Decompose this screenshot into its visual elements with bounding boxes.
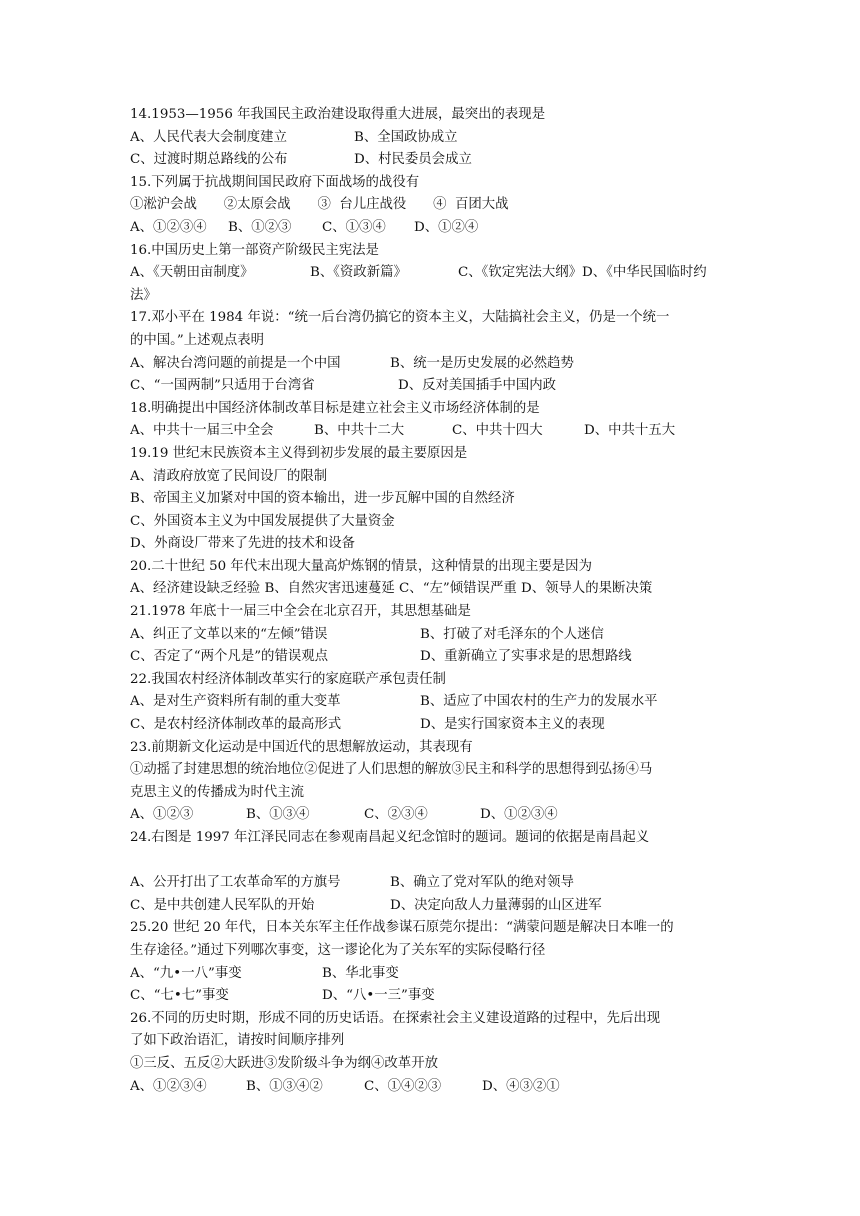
option-c: C、是农村经济体制改革的最高形式 [130, 717, 342, 733]
question-23-items: ①动摇了封建思想的统治地位②促进了人们思想的解放③民主和科学的思想得到弘扬④马 [130, 762, 653, 778]
question-21-options-row-1 [130, 624, 730, 647]
option-a: A、解决台湾问题的前提是一个中国 [130, 355, 341, 371]
option-d: D、①②④ [414, 219, 479, 235]
option-d: D、是实行国家资本主义的表现 [420, 717, 605, 733]
question-24-stem: 24.右图是 1997 年江泽民同志在参观南昌起义纪念馆时的题词。题词的依据是南昌起义 [130, 830, 650, 845]
question-20-options: A、经济建设缺乏经验 B、自然灾害迅速蔓延 C、“左”倾错误严重 D、领导人的果断决策 [130, 581, 653, 597]
question-24-options-row-2 [130, 895, 730, 918]
question-15-items: ①淞沪会战 ②太原会战 ③ 台儿庄战役 ④ 百团大战 [130, 197, 509, 213]
option-d: D、“八•一三”事变 [322, 988, 435, 1004]
question-14-options-row-1 [130, 127, 730, 150]
option-d: D、外商设厂带来了先进的技术和设备 [130, 536, 355, 552]
question-17-options-row-2 [130, 375, 730, 398]
option-b: B、①③④ [246, 807, 310, 823]
option-d: D、决定向敌人力量薄弱的山区进军 [390, 897, 602, 913]
option-d: D、村民委员会成立 [354, 152, 472, 168]
option-c: C、①④②③ [364, 1078, 442, 1094]
question-14-stem: 14.1953—1956 年我国民主政治建设取得重大进展，最突出的表现是 [130, 107, 546, 122]
option-a: A、①②③④ [130, 219, 207, 235]
question-22-options-row-2 [130, 714, 730, 737]
question-23-items-continued: 克思主义的传播成为时代主流 [130, 784, 305, 800]
question-23-options [130, 804, 730, 827]
question-23-stem: 23.前期新文化运动是中国近代的思想解放运动，其表现有 [130, 739, 473, 755]
option-d: D、中共十五大 [584, 423, 676, 439]
question-17-stem: 17.邓小平在 1984 年说：“统一后台湾仍搞它的资本主义，大陆搞社会主义，仍是一个统一 [130, 310, 670, 326]
option-a: A、人民代表大会制度建立 [130, 129, 287, 145]
option-b: B、全国政协成立 [354, 129, 458, 145]
question-25-options-row-2 [130, 985, 730, 1008]
question-25-stem-continued: 生存途径。”通过下列哪次事变，这一谬论化为了关东军的实际侵略行径 [130, 942, 546, 958]
question-15-stem: 15.下列属于抗战期间国民政府下面战场的战役有 [130, 174, 420, 190]
question-21-options-row-2 [130, 646, 730, 669]
question-14-options-row-2 [130, 149, 730, 172]
question-20-stem: 20.二十世纪 50 年代末出现大量高炉炼钢的情景，这种情景的出现主要是因为 [130, 558, 592, 574]
option-b: B、《资政新篇》 [310, 265, 407, 281]
question-26-items: ①三反、五反②大跃进③发阶级斗争为纲④改革开放 [130, 1055, 438, 1071]
question-22-stem: 22.我国农村经济体制改革实行的家庭联产承包责任制 [130, 671, 446, 687]
option-a: A、《天朝田亩制度》 [130, 265, 254, 281]
option-a: A、“九•一八”事变 [130, 965, 242, 981]
question-15-options [130, 217, 730, 240]
option-a: A、①②③ [130, 807, 194, 823]
option-a: A、①②③④ [130, 1078, 207, 1094]
question-26-stem-continued: 了如下政治语汇，请按时间顺序排列 [130, 1033, 345, 1049]
option-d: D、反对美国插手中国内政 [398, 378, 557, 394]
question-16-options [130, 262, 730, 285]
question-18-options [130, 420, 730, 443]
option-b: B、中共十二大 [314, 423, 405, 439]
question-18-stem: 18.明确提出中国经济体制改革目标是建立社会主义市场经济体制的是 [130, 400, 540, 416]
option-c: C、否定了“两个凡是”的错误观点 [130, 649, 329, 665]
option-c-d: C、《钦定宪法大纲》D、《中华民国临时约 [458, 265, 707, 281]
option-c: C、②③④ [364, 807, 428, 823]
question-19-stem: 19.19 世纪末民族资本主义得到初步发展的最主要原因是 [130, 445, 468, 461]
option-a: A、纠正了文革以来的“左倾”错误 [130, 626, 328, 642]
option-b: B、统一是历史发展的必然趋势 [390, 355, 574, 371]
option-a: A、中共十一届三中全会 [130, 423, 274, 439]
question-22-options-row-1 [130, 691, 730, 714]
option-c: C、中共十四大 [452, 423, 543, 439]
option-c: C、外国资本主义为中国发展提供了大量资金 [130, 513, 395, 529]
option-b: B、适应了中国农村的生产力的发展水平 [420, 694, 658, 710]
question-26-options [130, 1076, 730, 1099]
option-b: B、①③④② [246, 1078, 323, 1094]
option-b: B、①②③ [228, 219, 292, 235]
blank-line [130, 850, 730, 873]
question-16-continuation: 法》 [130, 287, 157, 303]
option-d: D、重新确立了实事求是的思想路线 [420, 649, 632, 665]
option-c: C、“七•七”事变 [130, 988, 229, 1004]
option-b: B、确立了党对军队的绝对领导 [390, 875, 574, 891]
question-17-options-row-1 [130, 353, 730, 376]
question-21-stem: 21.1978 年底十一届三中全会在北京召开，其思想基础是 [130, 604, 471, 620]
option-d: D、①②③④ [480, 807, 558, 823]
option-a: A、清政府放宽了民间设厂的限制 [130, 468, 328, 484]
question-17-stem-continued: 的中国。”上述观点表明 [130, 332, 265, 348]
option-a: A、公开打出了工农革命军的方旗号 [130, 875, 341, 891]
option-a: A、是对生产资料所有制的重大变革 [130, 694, 341, 710]
option-c: C、“一国两制”只适用于台湾省 [130, 378, 315, 394]
option-c: C、是中共创建人民军队的开始 [130, 897, 315, 913]
exam-page [130, 104, 730, 1098]
question-24-options-row-1 [130, 872, 730, 895]
option-b: B、华北事变 [322, 965, 399, 981]
option-b: B、帝国主义加紧对中国的资本输出，进一步瓦解中国的自然经济 [130, 491, 515, 507]
question-25-options-row-1 [130, 963, 730, 986]
question-16-stem: 16.中国历史上第一部资产阶级民主宪法是 [130, 242, 379, 258]
option-c: C、①③④ [322, 219, 386, 235]
question-25-stem: 25.20 世纪 20 年代，日本关东军主任作战参谋石原莞尔提出：“满蒙问题是解决日本唯一的 [130, 920, 674, 936]
option-b: B、打破了对毛泽东的个人迷信 [420, 626, 604, 642]
option-d: D、④③②① [482, 1078, 560, 1094]
question-26-stem: 26.不同的历史时期，形成不同的历史话语。在探索社会主义建设道路的过程中，先后出现 [130, 1010, 661, 1026]
option-c: C、过渡时期总路线的公布 [130, 152, 288, 168]
